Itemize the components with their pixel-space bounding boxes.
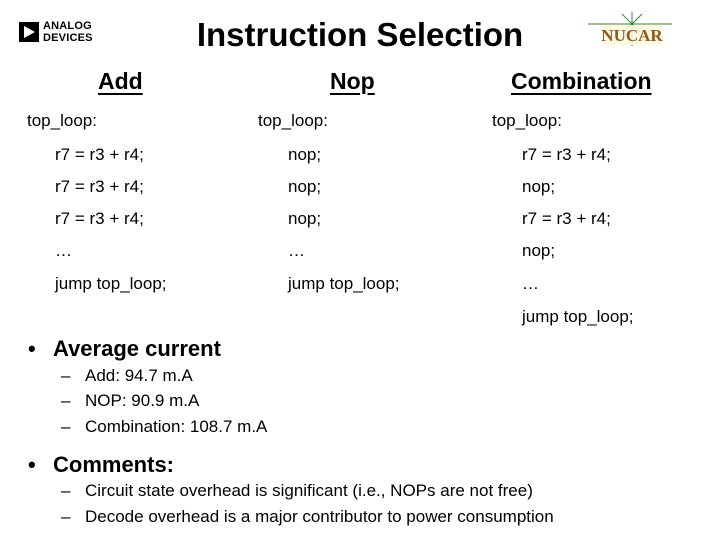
analog-devices-wordmark: ANALOG DEVICES bbox=[43, 20, 93, 44]
sub-bullet-text: Add: 94.7 m.A bbox=[85, 366, 193, 385]
sub-bullet bbox=[61, 391, 461, 413]
add-loop-label: top_loop: bbox=[27, 111, 97, 130]
sub-bullet-text: Combination: 108.7 m.A bbox=[85, 417, 268, 436]
nop-code-line: nop; bbox=[288, 209, 322, 228]
sub-bullet bbox=[61, 417, 461, 439]
bullet-average-current bbox=[28, 336, 428, 364]
column-heading-combination: Combination bbox=[511, 68, 652, 94]
sub-bullet-text: Circuit state overhead is significant (i.e., NOPs are not free) bbox=[85, 481, 533, 500]
combination-code-line: r7 = r3 + r4; bbox=[522, 145, 611, 164]
dash-marker: – bbox=[61, 391, 71, 410]
add-code-line: r7 = r3 + r4; bbox=[55, 209, 144, 228]
combination-loop-label: top_loop: bbox=[492, 111, 562, 130]
nop-code-line: nop; bbox=[288, 145, 322, 164]
add-code-line: r7 = r3 + r4; bbox=[55, 177, 144, 196]
add-code-line: … bbox=[55, 241, 72, 260]
nop-code-line: nop; bbox=[288, 177, 322, 196]
nop-loop-label: top_loop: bbox=[258, 111, 328, 130]
nop-code-line: jump top_loop; bbox=[288, 274, 400, 293]
sub-bullet bbox=[61, 507, 711, 529]
combination-code-line: r7 = r3 + r4; bbox=[522, 209, 611, 228]
bullet-title: Average current bbox=[53, 336, 221, 361]
bullet-title: Comments: bbox=[53, 452, 175, 477]
bullet-marker: • bbox=[28, 336, 36, 361]
add-code-line: jump top_loop; bbox=[55, 274, 167, 293]
column-heading-add: Add bbox=[98, 68, 143, 94]
sub-bullet-text: Decode overhead is a major contributor to power consumption bbox=[85, 507, 554, 526]
sub-bullet bbox=[61, 481, 711, 503]
dash-marker: – bbox=[61, 481, 71, 500]
combination-code-line: jump top_loop; bbox=[522, 307, 634, 326]
page-title: Instruction Selection bbox=[196, 16, 524, 53]
nop-code-line: … bbox=[288, 241, 305, 260]
nucar-text: NUCAR bbox=[601, 26, 663, 45]
dash-marker: – bbox=[61, 417, 71, 436]
dash-marker: – bbox=[61, 507, 71, 526]
sub-bullet-text: NOP: 90.9 m.A bbox=[85, 391, 200, 410]
combination-code-line: nop; bbox=[522, 177, 556, 196]
bullet-comments bbox=[28, 452, 428, 480]
bullet-marker: • bbox=[28, 452, 36, 477]
dash-marker: – bbox=[61, 366, 71, 385]
column-heading-nop: Nop bbox=[330, 68, 375, 94]
add-code-line: r7 = r3 + r4; bbox=[55, 145, 144, 164]
combination-code-line: nop; bbox=[522, 241, 556, 260]
sub-bullet bbox=[61, 366, 461, 388]
combination-code-line: … bbox=[522, 274, 539, 293]
